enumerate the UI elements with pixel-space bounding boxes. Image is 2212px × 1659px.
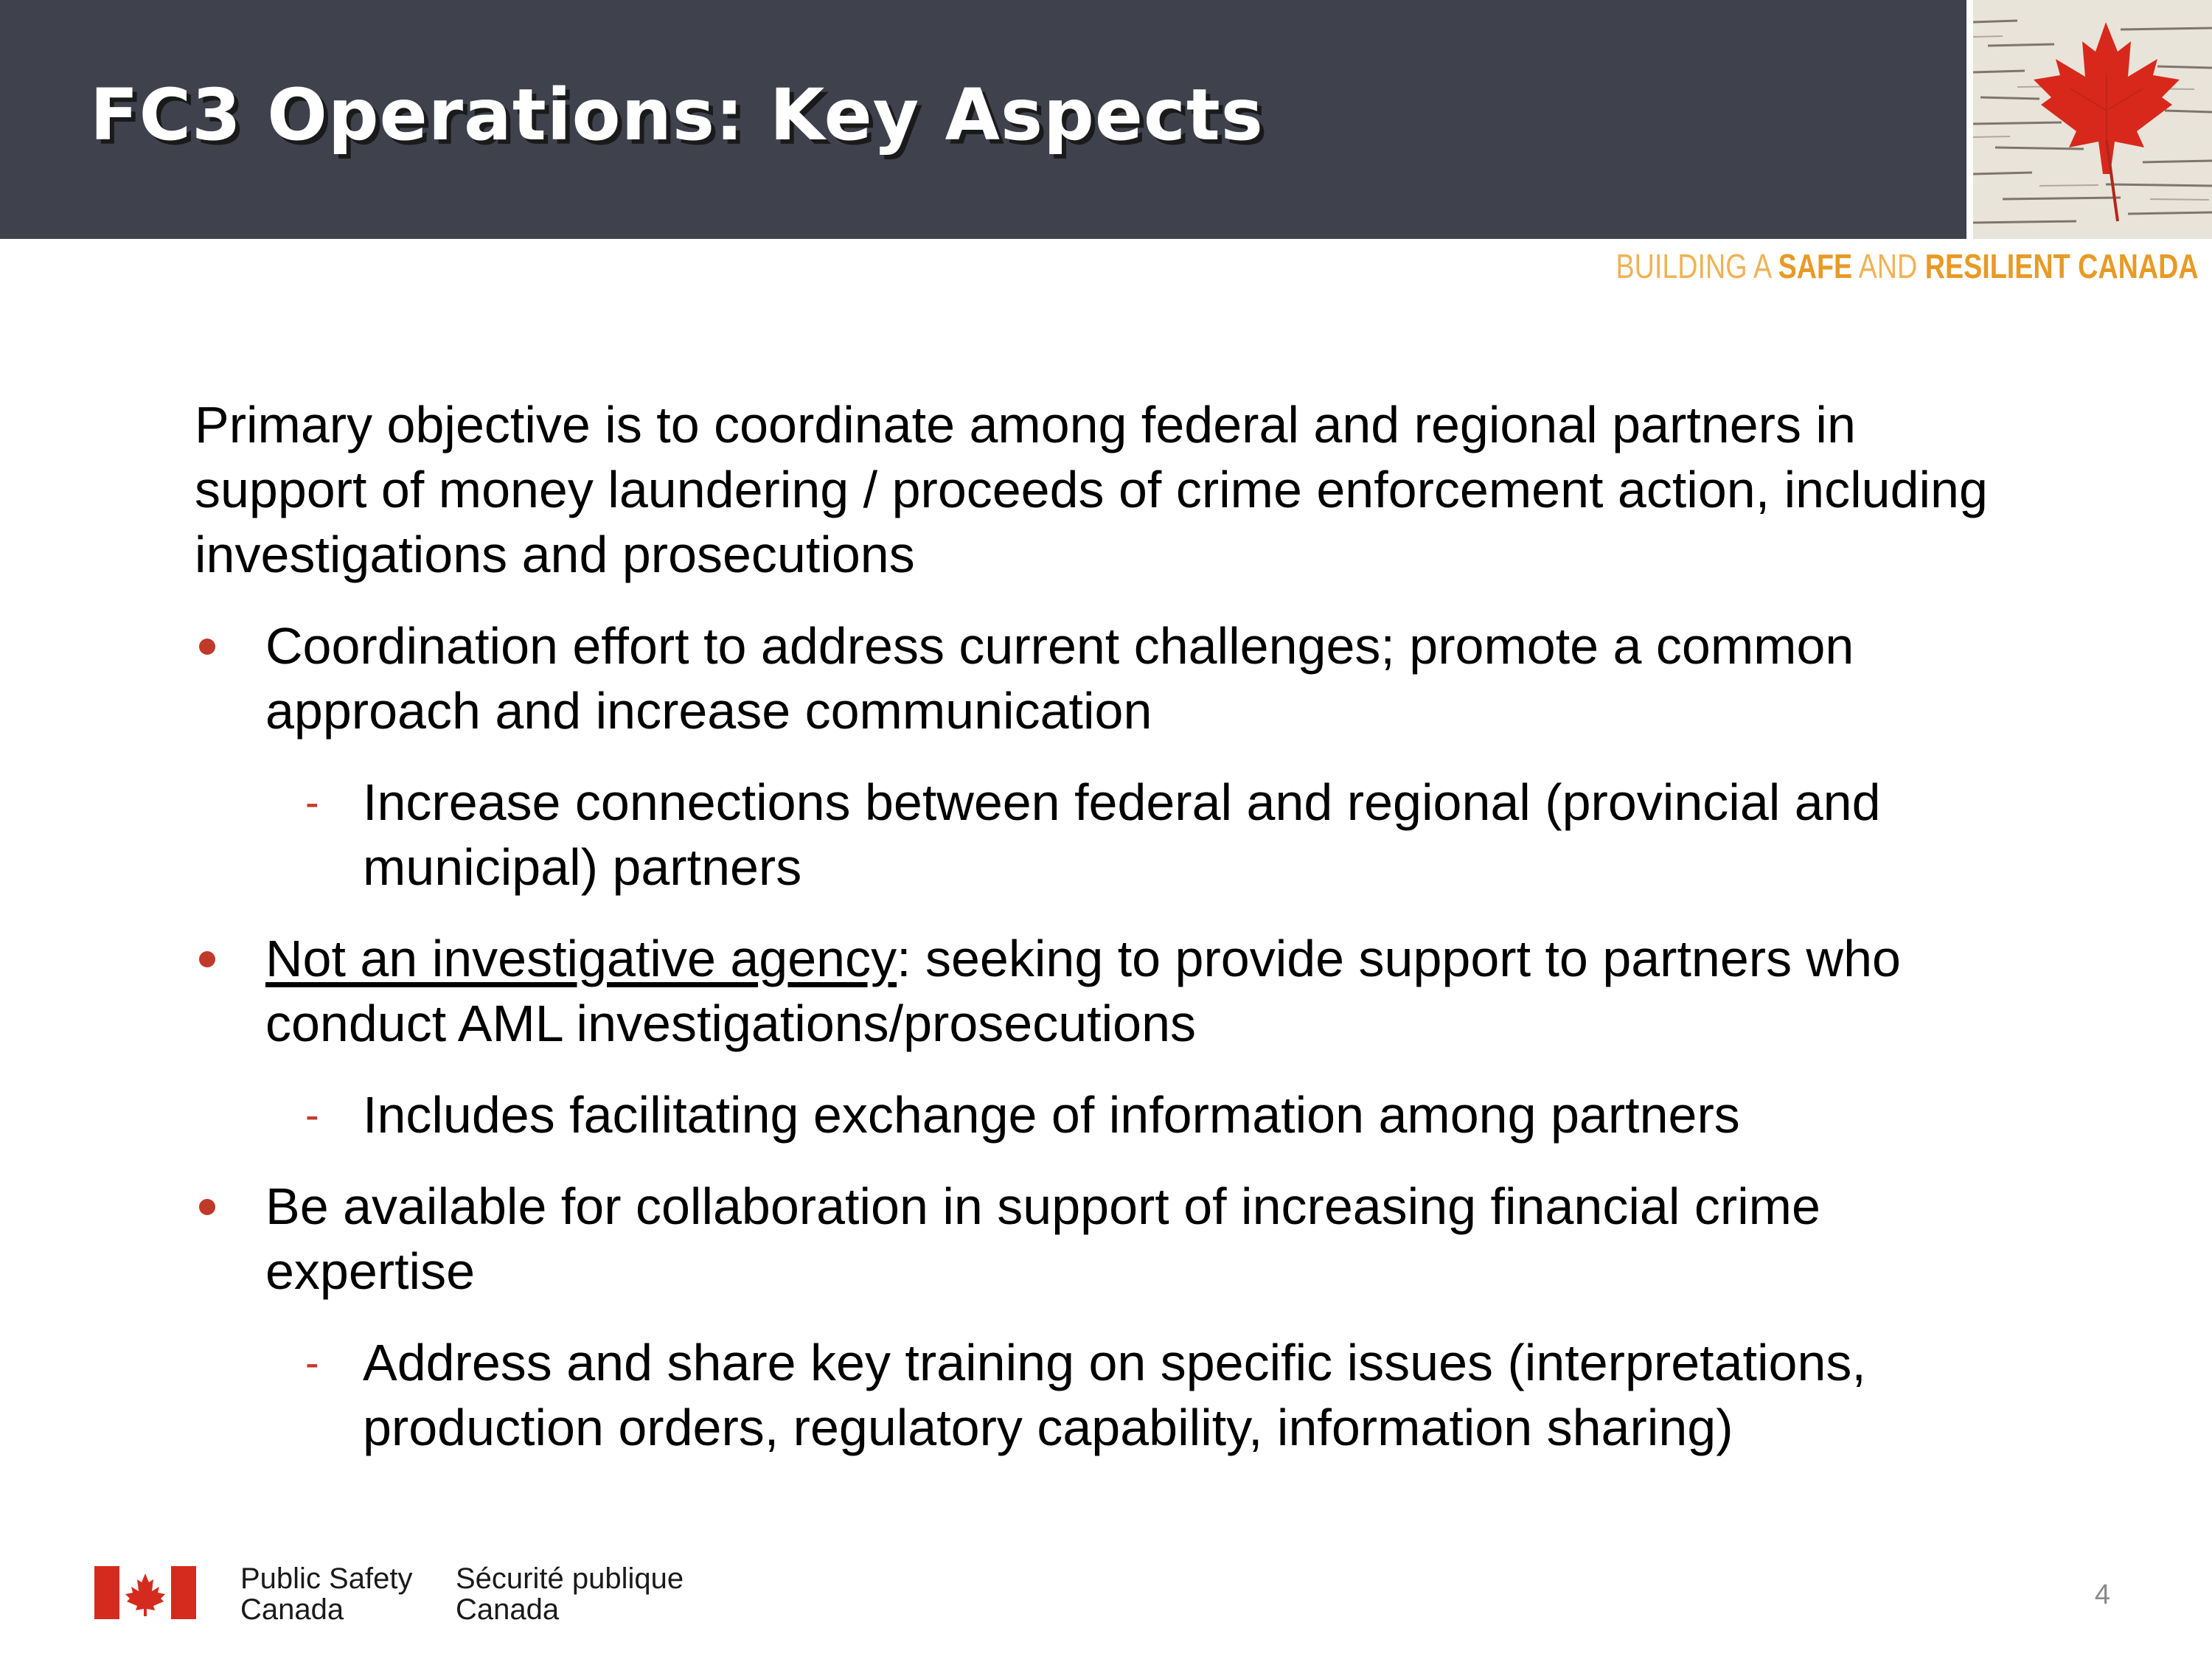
dash-marker: - <box>305 1091 319 1138</box>
bullet-item <box>195 613 2023 743</box>
tagline <box>1616 249 2199 283</box>
bullet-dot-icon <box>199 1199 215 1215</box>
bullet-text: Be available for collaboration in support of increasing financial crime expertise <box>265 1178 1820 1300</box>
wordmark-fr-line2: Canada <box>456 1593 560 1626</box>
canada-flag-icon <box>94 1566 196 1619</box>
bullet-dot-icon <box>199 951 215 967</box>
tagline-part1: BUILDING A <box>1615 247 1778 285</box>
slide-title: FC3 Operations: Key Aspects <box>90 74 1264 156</box>
sub-bullet-text: Address and share key training on specific issues (interpretations, production orders, regulatory capability, information sharing) <box>363 1334 1866 1456</box>
tagline-part3: AND <box>1852 247 1926 285</box>
maple-leaf-birch-icon <box>1973 0 2212 239</box>
bullet-dot-icon <box>199 639 215 655</box>
tagline-part4: RESILIENT CANADA <box>1925 247 2199 285</box>
wordmark-en-line1: Public Safety <box>240 1562 413 1595</box>
wordmark-fr-line1: Sécurité publique <box>456 1562 684 1595</box>
sub-bullet-text: Includes facilitating exchange of information among partners <box>363 1086 1740 1144</box>
wordmark-french <box>456 1563 684 1625</box>
bullet-text: Coordination effort to address current challenges; promote a common approach and increase communication <box>265 617 1854 740</box>
bullet-underlined-text: Not an investigative agency <box>265 930 897 987</box>
slide-content <box>195 392 2023 1486</box>
dash-marker: - <box>305 1339 319 1385</box>
dash-marker: - <box>305 779 319 825</box>
sub-bullet-item <box>195 770 2023 900</box>
intro-paragraph: Primary objective is to coordinate among federal and regional partners in support of money laundering / proceeds of crime enforcement action, including investigations and prosecutions <box>195 396 1988 583</box>
header-divider <box>1966 0 1973 239</box>
wordmark-en-line2: Canada <box>240 1593 344 1626</box>
bullet-text: : seeking to provide support to partners who conduct AML investigations/prosecutions <box>265 930 1901 1052</box>
bullet-item <box>195 1174 2023 1304</box>
sub-bullet-item <box>195 1330 2023 1460</box>
bullet-item <box>195 926 2023 1056</box>
wordmark-english <box>240 1563 412 1625</box>
tagline-part2: SAFE <box>1778 247 1853 285</box>
sub-bullet-item <box>195 1082 2023 1147</box>
sub-bullet-text: Increase connections between federal and regional (provincial and municipal) partners <box>363 773 1881 896</box>
page-number: 4 <box>2094 1579 2110 1610</box>
